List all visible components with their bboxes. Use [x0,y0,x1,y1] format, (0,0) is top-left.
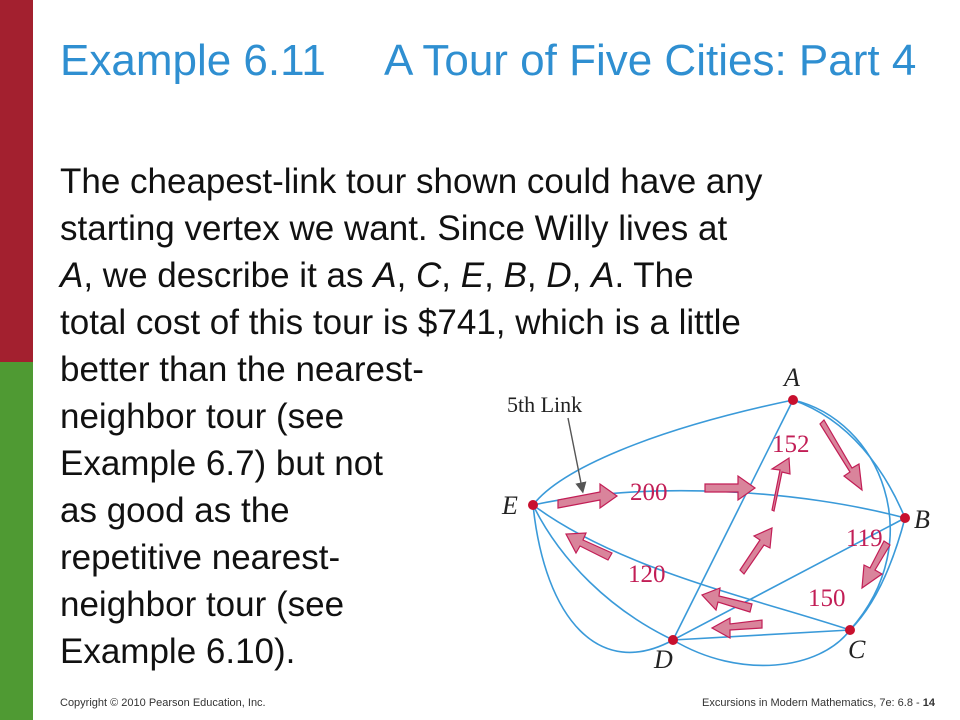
arrow-icon [740,528,772,574]
arrow-icon [820,420,862,490]
body-line: repetitive nearest- [60,538,341,577]
body-line: neighbor tour (see [60,397,345,436]
vertex-label-c: C [848,635,866,664]
edge-a-b [793,400,905,518]
vertex-d-dot [668,635,678,645]
arrow-icon [558,484,617,508]
body-text: , [396,256,417,295]
vertex-label-e: E [502,491,518,520]
edge-e-c [533,505,850,630]
body-text: , [441,256,461,295]
arrow-icon [772,458,790,511]
vertex-label-d: D [654,645,673,674]
arrow-icon [705,476,755,500]
body-text: , [571,256,592,295]
vertex-label-b: B [914,505,930,534]
fifth-link-pointer [568,418,582,488]
slide-title-number: Example 6.11 [60,36,326,85]
body-line: better than the nearest- [60,350,424,389]
vertex-ref: D [546,256,572,295]
weight-label-ed: 120 [628,561,666,588]
body-line: starting vertex we want. Since Willy lives at [60,209,728,248]
body-text: , [526,256,547,295]
weight-label-ae: 152 [772,431,810,458]
weight-label-bc: 119 [846,525,883,552]
graph-vertices [528,395,910,645]
slide-title: A Tour of Five Cities: Part 4 [384,36,917,85]
body-line: Example 6.7) but not [60,444,383,483]
body-text: , [484,256,504,295]
vertex-label-a: A [784,363,800,392]
copyright-footer: Copyright © 2010 Pearson Education, Inc. [60,697,266,709]
body-line: total cost of this tour is $741, which is a little [60,303,741,342]
body-text: . The [614,256,694,295]
vertex-ref: A [591,256,615,295]
vertex-ref: A [373,256,397,295]
body-line: The cheapest-link tour shown could have any [60,162,763,201]
vertex-ref: C [416,256,442,295]
weight-label-eb: 200 [630,479,668,506]
page-number: 14 [922,697,935,709]
vertex-ref: B [503,256,527,295]
vertex-b-dot [900,513,910,523]
body-line: neighbor tour (see [60,585,345,624]
body-text: , we describe it as [83,256,374,295]
vertex-e-dot [528,500,538,510]
weight-label-dc: 150 [808,585,846,612]
body-line: Example 6.10). [60,632,296,671]
vertex-ref: A [60,256,84,295]
source-text: Excursions in Modern Mathematics, 7e: 6.8 - [702,697,923,709]
vertex-a-dot [788,395,798,405]
vertex-c-dot [845,625,855,635]
source-footer [702,697,935,709]
vertex-ref: E [460,256,485,295]
fifth-link-note: 5th Link [507,392,583,417]
edge-d-c [673,630,850,640]
body-line: as good as the [60,491,290,530]
